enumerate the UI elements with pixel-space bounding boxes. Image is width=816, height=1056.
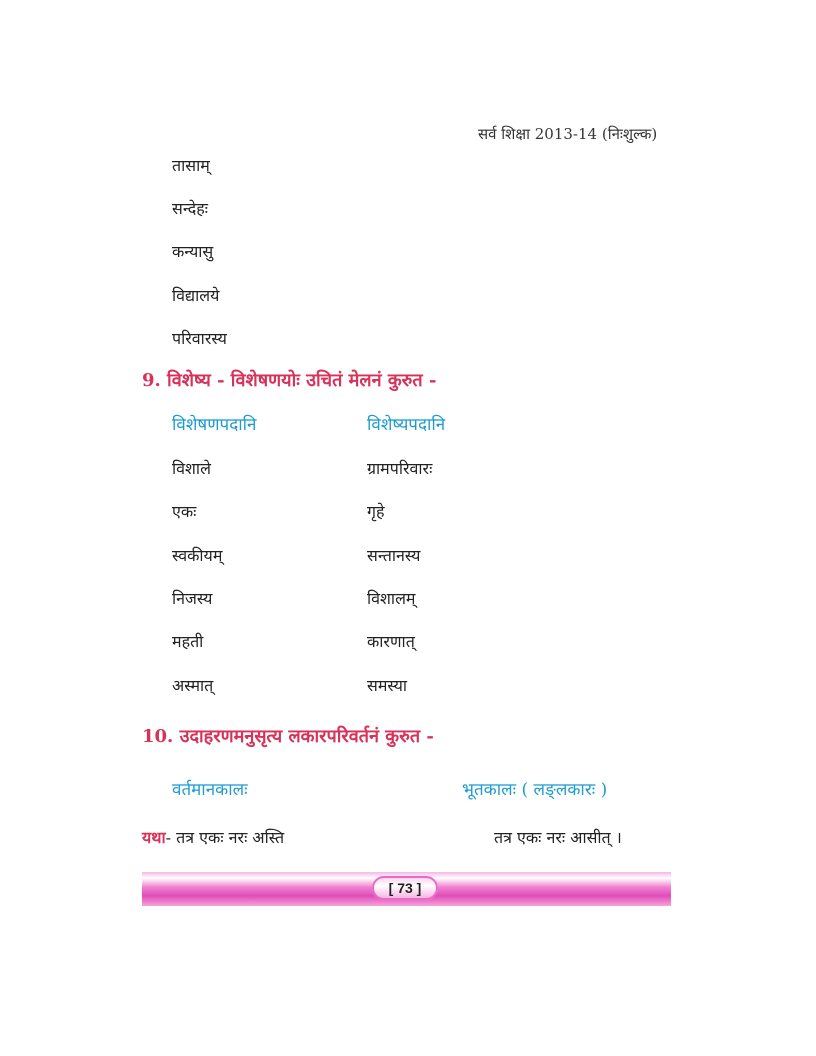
q9-left-item: एकः	[172, 502, 197, 521]
word-item: तासाम्	[172, 156, 210, 175]
page-number: [ 73 ]	[372, 876, 438, 900]
q9-left-item: निजस्य	[172, 589, 213, 608]
q9-left-item: विशाले	[172, 459, 211, 478]
example-past-sentence: तत्र एकः नरः आसीत् ।	[494, 828, 622, 847]
word-item: कन्यासु	[172, 242, 214, 261]
q10-example-left	[142, 826, 284, 848]
header-note: सर्व शिक्षा 2013-14 (निःशुल्क)	[478, 125, 658, 143]
question-9-title: 9. विशेष्य - विशेषणयोः उचितं मेलनं कुरुत -	[142, 370, 437, 391]
q10-past-tense-heading: भूतकालः ( लङ्लकारः )	[462, 780, 608, 800]
example-present-sentence: - तत्र एकः नरः अस्ति	[165, 828, 285, 847]
q9-left-item: महती	[172, 632, 204, 651]
q9-right-item: कारणात्	[367, 632, 415, 651]
q10-present-tense-heading: वर्तमानकालः	[172, 780, 248, 800]
q9-right-item: गृहे	[367, 502, 385, 521]
q9-left-item: अस्मात्	[172, 676, 214, 695]
word-item: विद्यालये	[172, 286, 220, 305]
q9-right-item: समस्या	[367, 676, 408, 695]
q9-right-column-heading: विशेष्यपदानि	[367, 415, 446, 435]
q9-right-item: विशालम्	[367, 589, 416, 608]
word-item: सन्देहः	[172, 199, 208, 218]
q9-left-column-heading: विशेषणपदानि	[172, 415, 257, 435]
word-item: परिवारस्य	[172, 329, 227, 348]
q9-right-item: ग्रामपरिवारः	[367, 459, 433, 478]
q9-right-item: सन्तानस्य	[367, 546, 421, 565]
question-10-title: 10. उदाहरणमनुसृत्य लकारपरिवर्तनं कुरुत -	[142, 726, 434, 747]
q9-left-item: स्वकीयम्	[172, 546, 223, 565]
example-label: यथा	[142, 828, 166, 847]
